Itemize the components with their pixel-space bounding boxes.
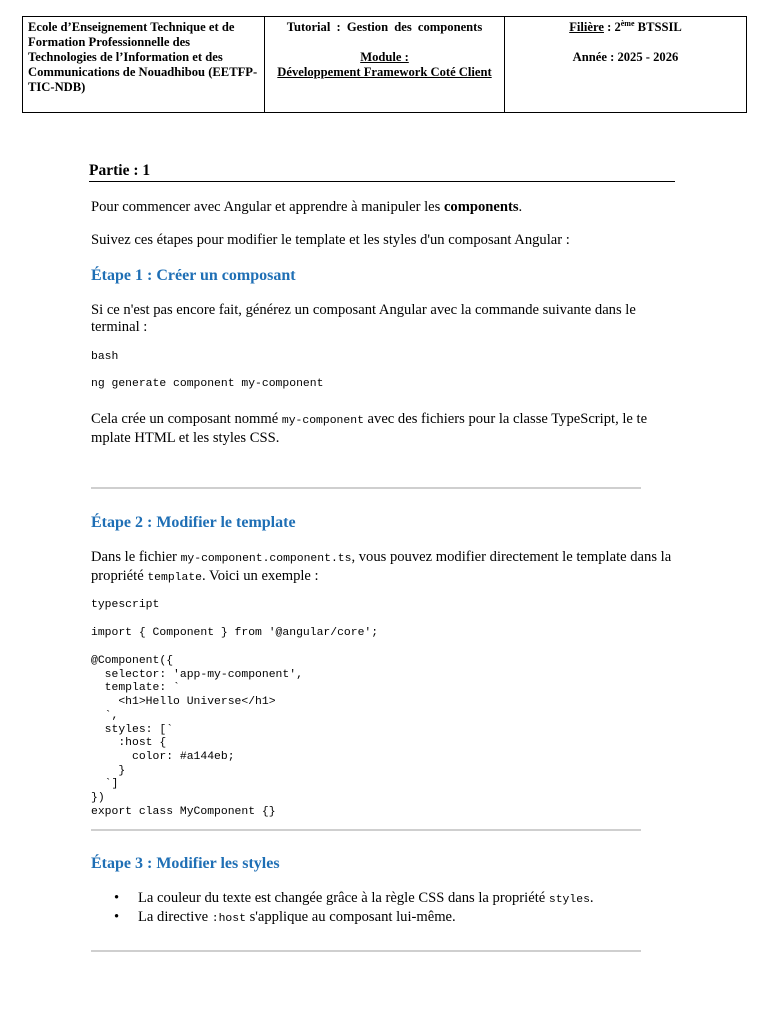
divider-2: [91, 829, 641, 831]
bullet-suffix: .: [589, 890, 594, 906]
school-cell: [23, 17, 265, 112]
tutorial-title: Tutorial : Gestion des components: [286, 20, 483, 34]
bullet-text: La directive: [138, 909, 212, 925]
step3-title: Étape 3 : Modifier les styles: [91, 855, 280, 872]
step2-code-lang: typescript: [91, 599, 160, 611]
header-table: [22, 16, 747, 113]
step1-after-text: Cela crée un composant nommé: [91, 411, 282, 427]
module-label: Module :: [360, 50, 409, 64]
divider-1: [91, 487, 641, 489]
filiere-cell: [505, 17, 746, 112]
bullet-dot: •: [114, 890, 120, 906]
step2-code-template: template: [147, 572, 203, 584]
intro-bold: components: [443, 199, 519, 215]
bullet-code: :host: [211, 913, 246, 925]
step1-title: Étape 1 : Créer un composant: [91, 267, 296, 284]
step2-code-block: @Component({ selector: 'app-my-component', template: ` <h1>Hello Universe</h1> `, styles: [` :host { color: #a144eb; } `] }) export class MyComponent {}: [91, 655, 303, 818]
intro-line-2: Suivez ces étapes pour modifier le template et les styles d'un composant Angular :: [91, 232, 570, 248]
step2-text-mid: , vous pouvez modifier directement le template dans la propriété: [91, 549, 672, 584]
tutorial-cell: [265, 17, 505, 112]
annee: Année : 2025 - 2026: [572, 50, 679, 64]
step2-text-suffix: . Voici un exemple :: [202, 568, 319, 584]
intro-line-1: [91, 199, 681, 216]
step1-text: Si ce n'est pas encore fait, générez un composant Angular avec la commande suivante dans le terminal :: [91, 302, 636, 335]
step1-code: ng generate component my-component: [91, 378, 324, 390]
step1-after-suffix-2: mplate HTML et les styles CSS.: [91, 430, 280, 446]
step2-text: [91, 549, 681, 587]
intro-text: Pour commencer avec Angular et apprendre à manipuler les: [91, 199, 444, 215]
filiere-value: BTSSIL: [634, 20, 682, 34]
step3-bullets: [91, 890, 691, 928]
divider-3: [91, 950, 641, 952]
bullet-item: [91, 909, 691, 928]
step1-after-suffix: avec des fichiers pour la classe TypeScript, le te: [363, 411, 648, 427]
bullet-text: La couleur du texte est changée grâce à la règle CSS dans la propriété: [138, 890, 549, 906]
step2-code-filename: my-component.component.ts: [180, 553, 352, 565]
school-name: Ecole d’Enseignement Technique et de Formation Professionnelle des Technologies de l’Information et des Communications de Nouadhibou (EETFP-TIC-NDB): [28, 20, 258, 94]
part-title: Partie : 1: [89, 162, 675, 182]
step1-code-lang: bash: [91, 351, 119, 363]
bullet-dot: •: [114, 909, 120, 925]
step2-text-prefix: Dans le fichier: [91, 549, 181, 565]
bullet-code: styles: [548, 894, 590, 906]
bullet-suffix: s'applique au composant lui-même.: [245, 909, 456, 925]
step1-after-code: my-component: [281, 415, 364, 427]
step1-after: [91, 411, 681, 447]
filiere-sep: : 2: [603, 20, 621, 34]
filiere-line: [510, 20, 741, 35]
filiere-sup: ème: [620, 18, 635, 28]
intro-suffix: .: [518, 199, 523, 215]
bullet-item: [91, 890, 691, 909]
step2-code-import: import { Component } from '@angular/core';: [91, 627, 379, 639]
module-name: Développement Framework Coté Client: [277, 65, 492, 79]
step2-title: Étape 2 : Modifier le template: [91, 514, 296, 531]
filiere-label: Filière: [569, 20, 604, 34]
